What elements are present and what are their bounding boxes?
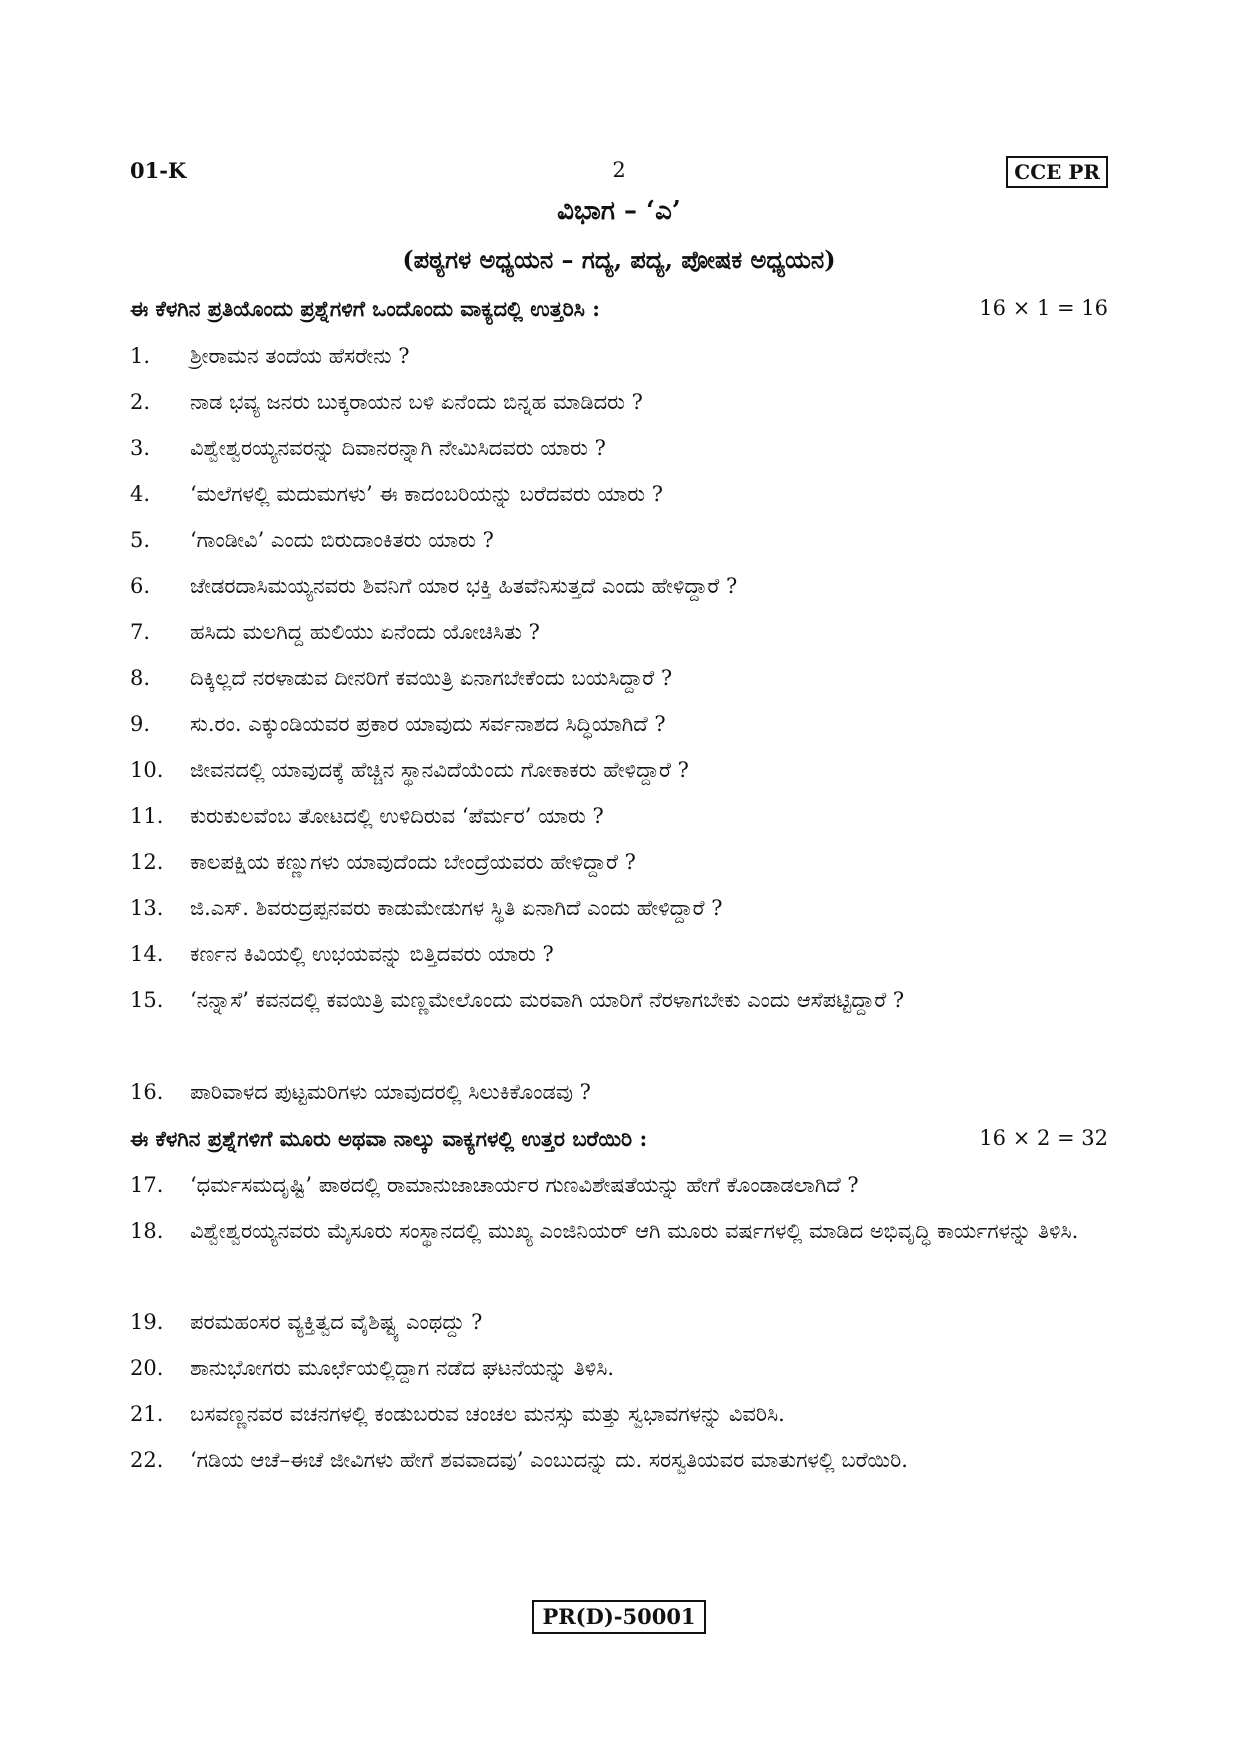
question-text: ವಿಶ್ವೇಶ್ವರಯ್ಯನವರು ಮೈಸೂರು ಸಂಸ್ಥಾನದಲ್ಲಿ ಮುಖ್ಯ ಎಂಜಿನಿಯರ್ ಆಗಿ ಮೂರು ವರ್ಷಗಳಲ್ಲಿ ಮಾಡಿದ ಅಭಿವೃದ್ಧಿ ಕಾರ್ಯಗಳನ್ನು ತಿಳಿಸಿ. [190,1219,1079,1243]
question-21 [130,1395,1108,1433]
question-text: ನಾಡ ಭವ್ಯ ಜನರು ಬುಕ್ಕರಾಯನ ಬಳಿ ಏನೆಂದು ಬಿನ್ನಹ ಮಾಡಿದರು ? [190,390,643,414]
question-number: 14. [130,942,164,966]
part1-marks: 16 × 1 = 16 [979,296,1108,320]
question-text: ‘ಧರ್ಮಸಮದೃಷ್ಟಿ’ ಪಾಠದಲ್ಲಿ ರಾಮಾನುಜಾಚಾರ್ಯರ ಗುಣವಿಶೇಷತೆಯನ್ನು ಹೇಗೆ ಕೊಂಡಾಡಲಾಗಿದೆ ? [190,1173,859,1197]
question-number: 3. [130,436,151,460]
question-text: ದಿಕ್ಕಿಲ್ಲದೆ ನರಳಾಡುವ ದೀನರಿಗೆ ಕವಯಿತ್ರಿ ಏನಾಗಬೇಕೆಂದು ಬಯಸಿದ್ದಾರೆ ? [190,666,673,690]
question-text: ಜೀವನದಲ್ಲಿ ಯಾವುದಕ್ಕೆ ಹೆಚ್ಚಿನ ಸ್ಥಾನವಿದೆಯೆಂದು ಗೋಕಾಕರು ಹೇಳಿದ್ದಾರೆ ? [190,758,689,782]
question-number: 2. [130,390,151,414]
question-text: ಜೇಡರದಾಸಿಮಯ್ಯನವರು ಶಿವನಿಗೆ ಯಾರ ಭಕ್ತಿ ಹಿತವೆನಿಸುತ್ತದೆ ಎಂದು ಹೇಳಿದ್ದಾರೆ ? [190,574,738,598]
question-3 [130,429,1108,467]
question-number: 21. [130,1402,164,1426]
question-number: 6. [130,574,151,598]
section-subtitle: (ಪಠ್ಯಗಳ ಅಧ್ಯಯನ – ಗದ್ಯ, ಪದ್ಯ, ಪೋಷಕ ಅಧ್ಯಯನ) [402,245,836,274]
question-11 [130,797,1108,835]
question-number: 8. [130,666,151,690]
question-7 [130,613,1108,651]
paper-code: 01-K [130,158,187,183]
part2-instruction-row [130,1126,1108,1160]
question-number: 9. [130,712,151,736]
question-17 [130,1166,1108,1204]
question-number: 19. [130,1310,164,1334]
question-text: ಕರ್ಣನ ಕಿವಿಯಲ್ಲಿ ಉಭಯವನ್ನು ಬಿತ್ತಿದವರು ಯಾರು ? [190,942,554,966]
question-number: 16. [130,1080,164,1104]
question-22 [130,1441,1108,1479]
question-number: 10. [130,758,164,782]
question-text: ಪಾರಿವಾಳದ ಪುಟ್ಟಮರಿಗಳು ಯಾವುದರಲ್ಲಿ ಸಿಲುಕಿಕೊಂಡವು ? [190,1080,591,1104]
page-footer [0,1600,1238,1634]
page-header [130,158,1108,194]
question-number: 15. [130,988,164,1012]
question-number: 22. [130,1448,164,1472]
part2-marks: 16 × 2 = 32 [979,1126,1108,1150]
question-number: 18. [130,1219,164,1243]
question-number: 5. [130,528,151,552]
question-text: ‘ನನ್ನಾಸೆ’ ಕವನದಲ್ಲಿ ಕವಯಿತ್ರಿ ಮಣ್ಣಮೇಲೊಂದು ಮರವಾಗಿ ಯಾರಿಗೆ ನೆರಳಾಗಬೇಕು ಎಂದು ಆಸೆಪಟ್ಟಿದ್ದಾರೆ ? [190,988,905,1012]
footer-code: PR(D)-50001 [532,1600,705,1634]
question-6 [130,567,1108,605]
part1-instruction: ಈ ಕೆಳಗಿನ ಪ್ರತಿಯೊಂದು ಪ್ರಶ್ನೆಗಳಿಗೆ ಒಂದೊಂದು ವಾಕ್ಯದಲ್ಲಿ ಉತ್ತರಿಸಿ : [130,296,600,321]
question-number: 7. [130,620,151,644]
question-text: ಬಸವಣ್ಣನವರ ವಚನಗಳಲ್ಲಿ ಕಂಡುಬರುವ ಚಂಚಲ ಮನಸ್ಸು ಮತ್ತು ಸ್ವಭಾವಗಳನ್ನು ವಿವರಿಸಿ. [190,1402,785,1426]
section-title: ವಿಭಾಗ – ‘ಎ’ [557,196,681,226]
page-number: 2 [612,158,626,182]
question-text: ‘ಗಾಂಡೀವಿ’ ಎಂದು ಬಿರುದಾಂಕಿತರು ಯಾರು ? [190,528,494,552]
question-text: ಶಾನುಭೋಗರು ಮೂರ್ಛೆಯಲ್ಲಿದ್ದಾಗ ನಡೆದ ಘಟನೆಯನ್ನು ತಿಳಿಸಿ. [190,1356,615,1380]
question-20 [130,1349,1108,1387]
question-text: ಶ್ರೀರಾಮನ ತಂದೆಯ ಹೆಸರೇನು ? [190,344,410,368]
question-15 [130,981,1108,1019]
question-text: ಸು.ರಂ. ಎಕ್ಕುಂಡಿಯವರ ಪ್ರಕಾರ ಯಾವುದು ಸರ್ವನಾಶದ ಸಿದ್ಧಿಯಾಗಿದೆ ? [190,712,666,736]
question-text: ‘ಗಡಿಯ ಆಚೆ–ಈಚೆ ಜೀವಿಗಳು ಹೇಗೆ ಶವವಾದವು’ ಎಂಬುದನ್ನು ದು. ಸರಸ್ವತಿಯವರ ಮಾತುಗಳಲ್ಲಿ ಬರೆಯಿರಿ. [190,1448,908,1472]
question-text: ವಿಶ್ವೇಶ್ವರಯ್ಯನವರನ್ನು ದಿವಾನರನ್ನಾಗಿ ನೇಮಿಸಿದವರು ಯಾರು ? [190,436,606,460]
question-2 [130,383,1108,421]
part1-instruction-row [130,296,1108,330]
question-9 [130,705,1108,743]
question-text: ಕಾಲಪಕ್ಷಿಯ ಕಣ್ಣುಗಳು ಯಾವುದೆಂದು ಬೇಂದ್ರೆಯವರು ಹೇಳಿದ್ದಾರೆ ? [190,850,636,874]
question-14 [130,935,1108,973]
question-number: 20. [130,1356,164,1380]
question-number: 13. [130,896,164,920]
question-10 [130,751,1108,789]
question-16 [130,1073,1108,1111]
question-8 [130,659,1108,697]
question-13 [130,889,1108,927]
question-18 [130,1212,1108,1250]
question-1 [130,337,1108,375]
question-text: ‘ಮಲೆಗಳಲ್ಲಿ ಮದುಮಗಳು’ ಈ ಕಾದಂಬರಿಯನ್ನು ಬರೆದವರು ಯಾರು ? [190,482,663,506]
question-number: 12. [130,850,164,874]
question-4 [130,475,1108,513]
question-text: ಕುರುಕುಲವೆಂಬ ತೋಟದಲ್ಲಿ ಉಳಿದಿರುವ ‘ಪೆರ್ಮರ’ ಯಾರು ? [190,804,604,828]
question-number: 1. [130,344,151,368]
question-number: 4. [130,482,151,506]
part2-instruction: ಈ ಕೆಳಗಿನ ಪ್ರಶ್ನೆಗಳಿಗೆ ಮೂರು ಅಥವಾ ನಾಲ್ಕು ವಾಕ್ಯಗಳಲ್ಲಿ ಉತ್ತರ ಬರೆಯಿರಿ : [130,1126,648,1151]
question-text: ಪರಮಹಂಸರ ವ್ಯಕ್ತಿತ್ವದ ವೈಶಿಷ್ಟ್ಯ ಎಂಥದ್ದು ? [190,1310,483,1334]
cce-pr-label: CCE PR [1006,156,1108,188]
question-19 [130,1303,1108,1341]
question-number: 11. [130,804,164,828]
question-number: 17. [130,1173,164,1197]
question-5 [130,521,1108,559]
question-12 [130,843,1108,881]
question-text: ಜಿ.ಎಸ್. ಶಿವರುದ್ರಪ್ಪನವರು ಕಾಡುಮೇಡುಗಳ ಸ್ಥಿತಿ ಏನಾಗಿದೆ ಎಂದು ಹೇಳಿದ್ದಾರೆ ? [190,896,723,920]
question-text: ಹಸಿದು ಮಲಗಿದ್ದ ಹುಲಿಯು ಏನೆಂದು ಯೋಚಿಸಿತು ? [190,620,540,644]
